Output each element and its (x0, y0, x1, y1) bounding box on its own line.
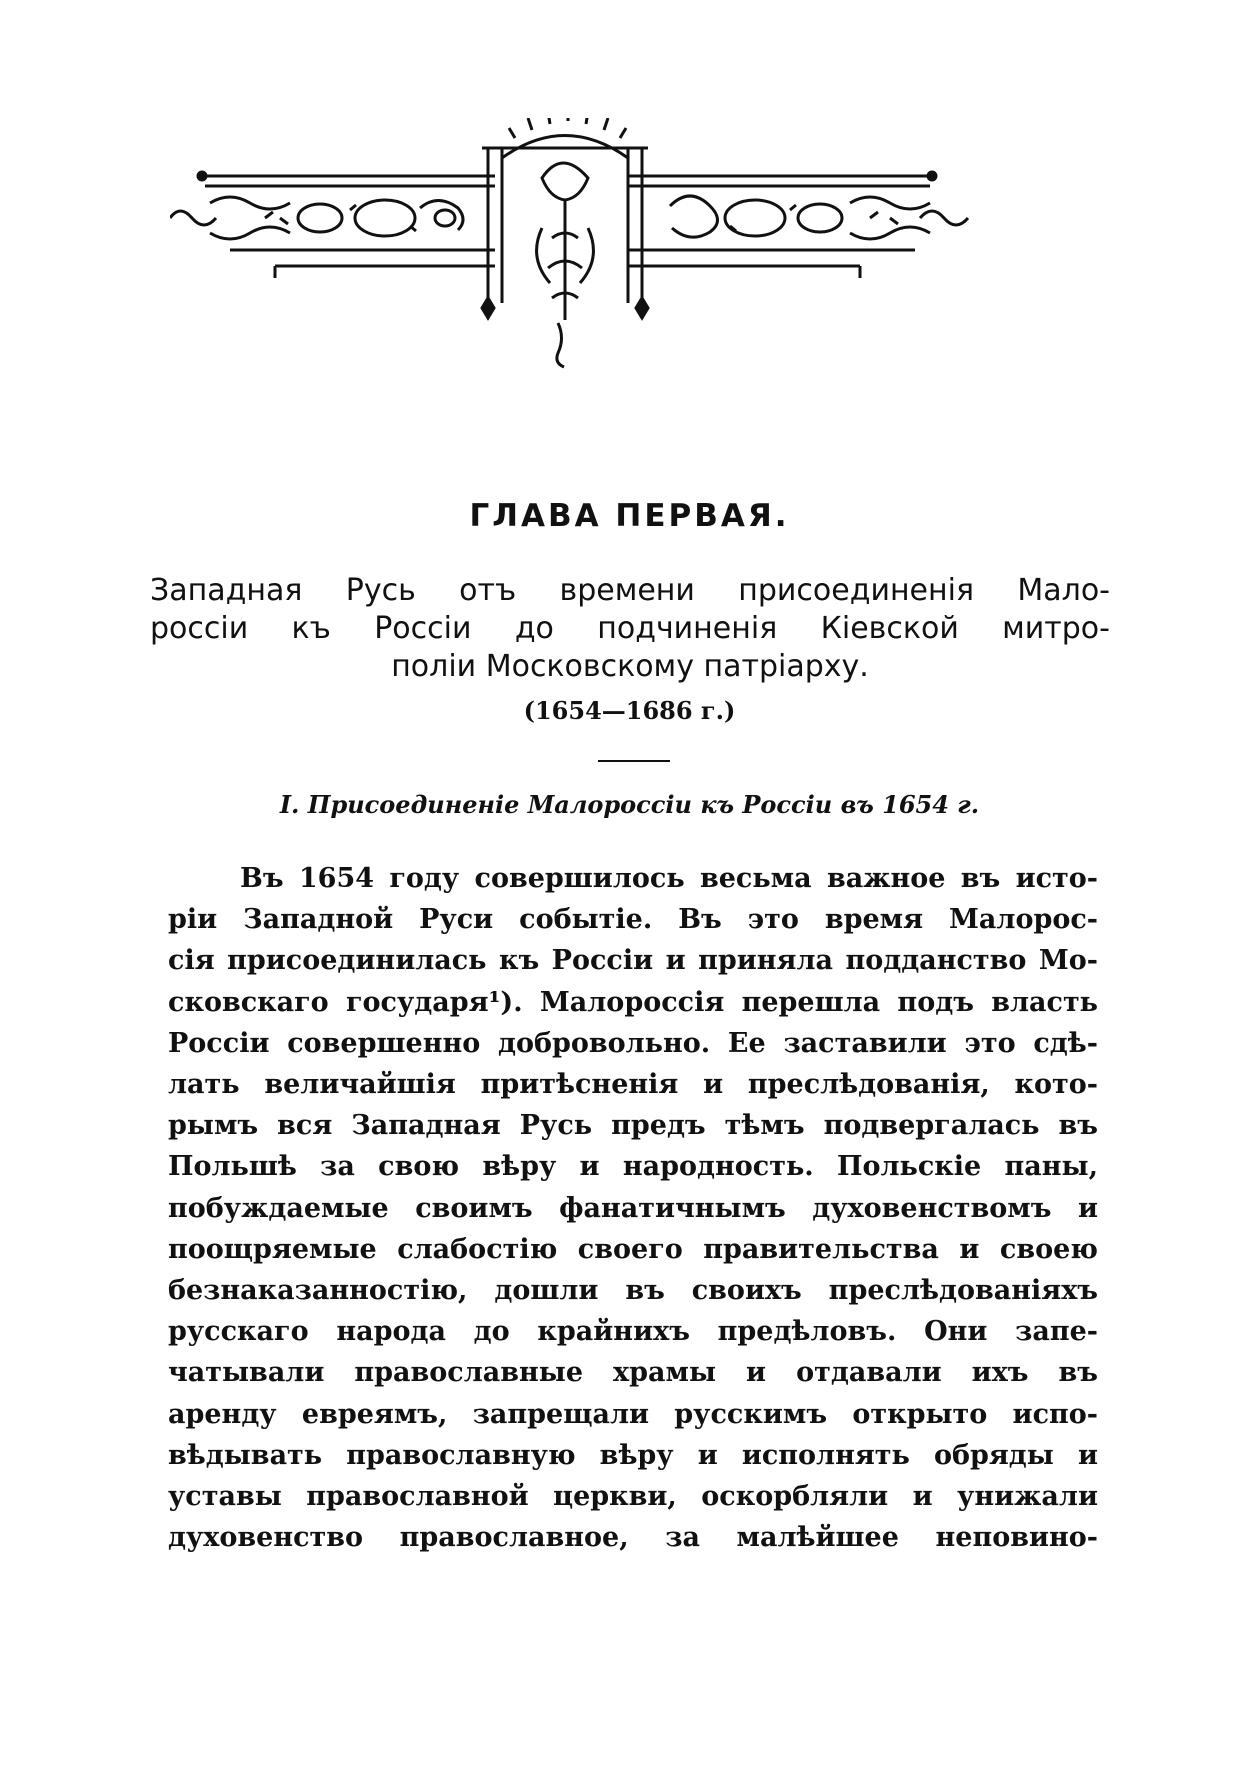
body-line: Россіи совершенно добровольно. Ее заставили это сдѣ- (168, 1027, 1098, 1059)
body-line: лать величайшія притѣсненія и преслѣдованія, кото- (168, 1069, 1098, 1101)
chapter-dates: (1654—1686 г.) (523, 696, 736, 725)
subtitle-line: россіи къ Россіи до подчиненія Кіевской митро- (150, 611, 1110, 646)
body-line: сія присоединилась къ Россіи и приняла подданство Мо- (168, 945, 1098, 977)
section-divider-rule (598, 760, 670, 762)
subtitle-line: Западная Русь отъ времени присоединенія Мало- (150, 573, 1110, 608)
body-line: сковскаго государя¹). Малороссія перешла подъ власть (168, 986, 1098, 1018)
body-line: чатывали православные храмы и отдавали ихъ въ (168, 1357, 1098, 1389)
decorative-headpiece-ornament (170, 118, 1090, 408)
body-line: уставы православной церкви, оскорбляли и унижали (168, 1481, 1098, 1513)
body-line: побуждаемые своимъ фанатичнымъ духовенствомъ и (168, 1192, 1098, 1224)
body-text (168, 858, 1098, 1558)
body-line: рымъ вся Западная Русь предъ тѣмъ подвергалась въ (168, 1110, 1098, 1142)
subtitle-line: поліи Московскому патріарху. (391, 649, 869, 684)
body-line: русскаго народа до крайнихъ предѣловъ. Они запе- (168, 1316, 1098, 1348)
body-line: ріи Западной Руси событіе. Въ это время Малорос- (168, 904, 1098, 936)
body-line: Въ 1654 году совершилось весьма важное въ исто- (240, 863, 1098, 894)
body-line: аренду евреямъ, запрещали русскимъ открыто испо- (168, 1398, 1098, 1430)
body-line: вѣдывать православную вѣру и исполнять обряды и (168, 1439, 1098, 1471)
body-line: духовенство православное, за малѣйшее неповино- (168, 1522, 1098, 1554)
body-line: поощряемые слабостію своего правительства и своею (168, 1233, 1098, 1265)
section-heading: I. Присоединеніе Малороссіи къ Россіи въ 1654 г. (279, 790, 980, 819)
chapter-subtitle (150, 572, 1110, 686)
chapter-heading: ГЛАВА ПЕРВАЯ. (469, 498, 790, 534)
body-line: Польшѣ за свою вѣру и народность. Польскіе паны, (168, 1151, 1098, 1183)
body-line: безнаказанностію, дошли въ своихъ преслѣдованіяхъ (168, 1275, 1098, 1307)
